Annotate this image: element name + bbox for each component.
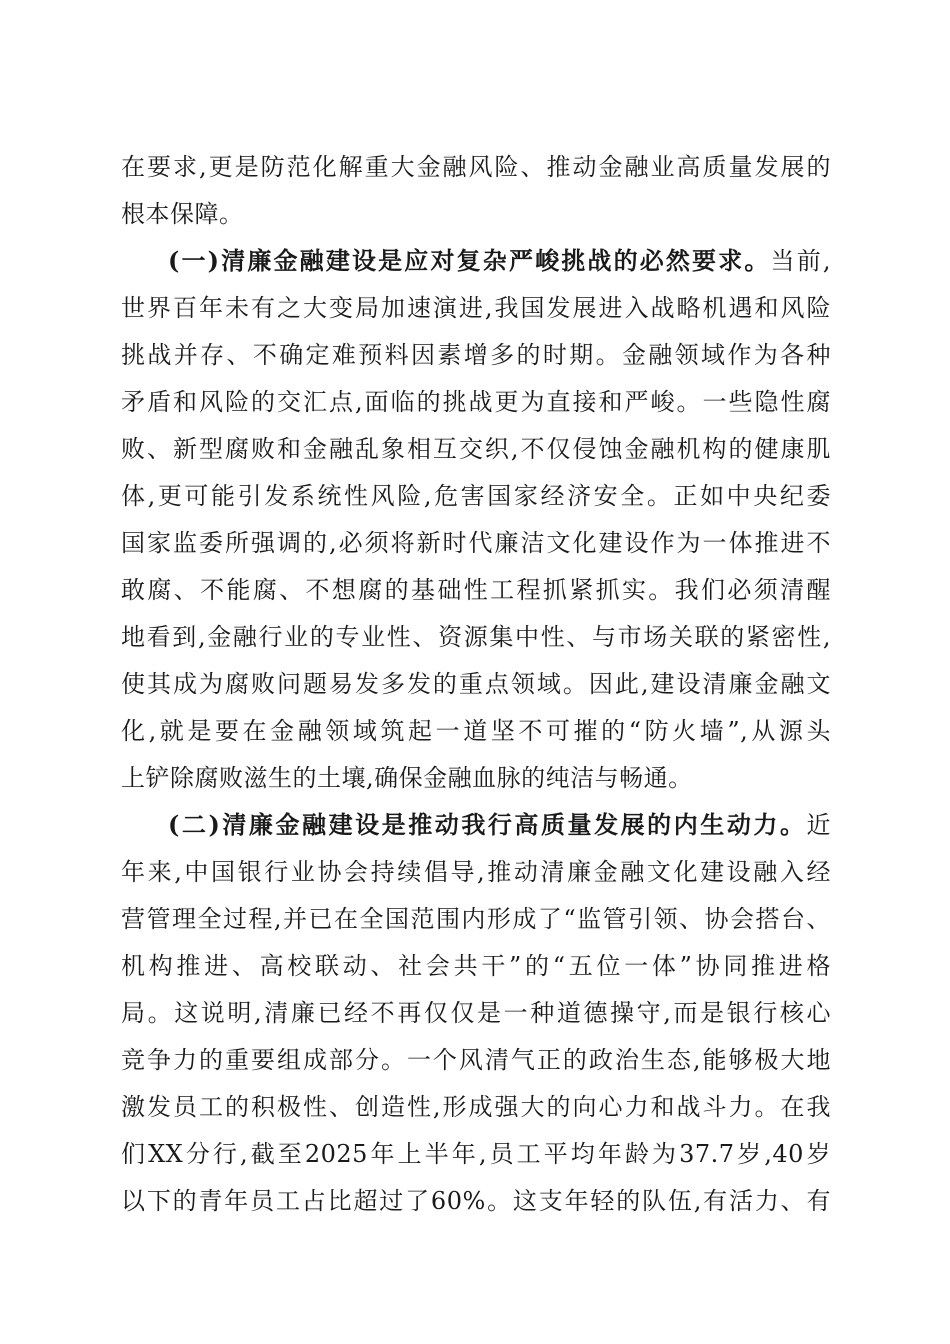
body-text-line: 使其成为腐败问题易发多发的重点领域。因此,建设清廉金融文 — [121, 670, 831, 698]
body-text-line: 们XX分行,截至2025年上半年,员工平均年龄为37.7岁,40岁 — [121, 1140, 831, 1168]
body-text-line: 以下的青年员工占比超过了60%。这支年轻的队伍,有活力、有 — [121, 1187, 831, 1215]
body-text-line: 体,更可能引发系统性风险,危害国家经济安全。正如中央纪委 — [121, 482, 831, 510]
body-text-line: 根本保障。 — [121, 200, 244, 228]
body-text-line: 局。这说明,清廉已经不再仅仅是一种道德操守,而是银行核心 — [121, 999, 831, 1027]
section-2-heading: (二)清廉金融建设是推动我行高质量发展的内生动力。 — [168, 810, 807, 839]
body-text-line: 地看到,金融行业的专业性、资源集中性、与市场关联的紧密性, — [121, 623, 831, 651]
section-2-lead-text: 近 — [806, 811, 831, 839]
section-1-lead-text: 当前, — [770, 247, 831, 275]
body-text-line: 激发员工的积极性、创造性,形成强大的向心力和战斗力。在我 — [121, 1093, 831, 1121]
body-text-line: 挑战并存、不确定难预料因素增多的时期。金融领域作为各种 — [121, 341, 831, 369]
body-text-line: 竞争力的重要组成部分。一个风清气正的政治生态,能够极大地 — [121, 1046, 831, 1074]
section-2-first-line — [168, 810, 831, 840]
body-text-line: 败、新型腐败和金融乱象相互交织,不仅侵蚀金融机构的健康肌 — [121, 435, 831, 463]
body-text-line: 机构推进、高校联动、社会共干”的“五位一体”协同推进格 — [121, 952, 831, 980]
section-1-heading: (一)清廉金融建设是应对复杂严峻挑战的必然要求。 — [168, 246, 771, 275]
body-text-line: 矛盾和风险的交汇点,面临的挑战更为直接和严峻。一些隐性腐 — [121, 388, 831, 416]
body-text-line: 营管理全过程,并已在全国范围内形成了“监管引领、协会搭台、 — [121, 905, 831, 933]
body-text-line: 上铲除腐败滋生的土壤,确保金融血脉的纯洁与畅通。 — [121, 764, 693, 792]
body-text-line: 在要求,更是防范化解重大金融风险、推动金融业高质量发展的 — [121, 153, 831, 181]
section-1-first-line — [168, 246, 831, 276]
body-text-line: 敢腐、不能腐、不想腐的基础性工程抓紧抓实。我们必须清醒 — [121, 576, 831, 604]
body-text-line: 化,就是要在金融领域筑起一道坚不可摧的“防火墙”,从源头 — [121, 717, 831, 745]
body-text-line: 世界百年未有之大变局加速演进,我国发展进入战略机遇和风险 — [121, 294, 831, 322]
body-text-line: 年来,中国银行业协会持续倡导,推动清廉金融文化建设融入经 — [121, 858, 831, 886]
body-text-line: 国家监委所强调的,必须将新时代廉洁文化建设作为一体推进不 — [121, 529, 831, 557]
